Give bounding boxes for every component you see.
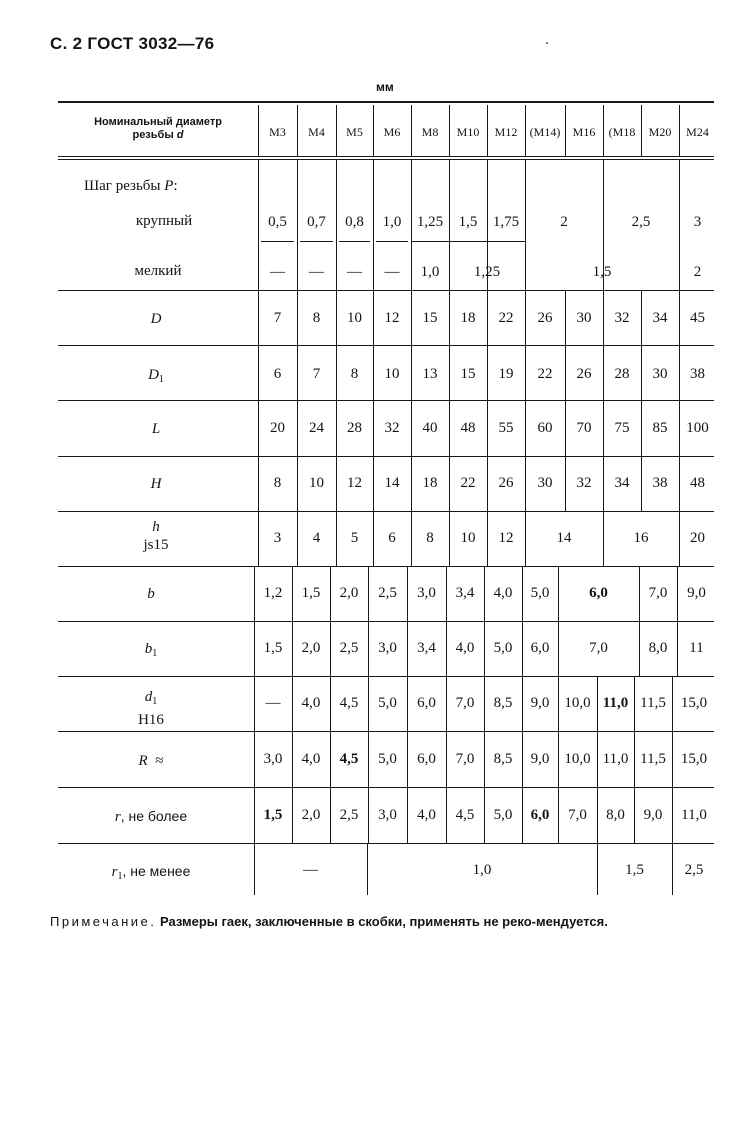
pitch-coarse-8: 2,5 xyxy=(631,214,651,230)
cell-L-8: 70 xyxy=(576,420,592,436)
cell-d1-0: — xyxy=(265,695,281,711)
header-label-line2: резьбы xyxy=(132,129,174,141)
pitch-coarse-3: 1,0 xyxy=(382,214,402,230)
coarse-underline xyxy=(411,241,525,242)
cell-d1-2: 4,5 xyxy=(339,695,359,711)
table-top-rule xyxy=(58,101,714,103)
units-label: мм xyxy=(376,80,394,94)
cell-H-8: 32 xyxy=(576,475,592,491)
pitch-coarse-9: 3 xyxy=(693,214,702,230)
size-header-9: (М18 xyxy=(608,125,636,139)
cell-D1-1: 7 xyxy=(312,366,321,382)
row-label-h-var: h xyxy=(152,519,160,535)
page-header: С. 2 ГОСТ 3032—76 xyxy=(50,34,215,53)
cell-R-6: 8,5 xyxy=(493,751,513,767)
cell-d1-6: 8,5 xyxy=(493,695,513,711)
row-label-h-tol: js15 xyxy=(143,537,169,553)
row-label-R-var: R xyxy=(138,753,148,769)
cell-d1-7: 9,0 xyxy=(530,695,550,711)
cell-r-5: 4,5 xyxy=(455,807,475,823)
row-label-r xyxy=(58,806,244,827)
pitch-fine-6: 1,5 xyxy=(592,264,612,280)
row-label-h xyxy=(58,518,254,554)
cell-r-1: 2,0 xyxy=(301,807,321,823)
cell-D1-0: 6 xyxy=(273,366,282,382)
cell-b-2: 2,0 xyxy=(339,585,359,601)
row-label-R xyxy=(58,751,244,771)
cell-b1-7: 6,0 xyxy=(530,640,550,656)
row-label-d1-tol: H16 xyxy=(138,712,164,728)
coarse-underline xyxy=(300,241,333,242)
cell-r1-0: — xyxy=(303,862,318,878)
pitch-coarse-1: 0,7 xyxy=(307,214,326,230)
pitch-coarse-5: 1,5 xyxy=(458,214,478,230)
cell-H-6: 26 xyxy=(498,475,514,491)
cell-D-10: 34 xyxy=(652,310,668,326)
row-label-r-suffix: , не более xyxy=(120,808,188,824)
cell-b1-6: 5,0 xyxy=(493,640,513,656)
pitch-coarse-6: 1,75 xyxy=(492,214,520,230)
cell-R-11: 15,0 xyxy=(680,751,708,767)
cell-H-7: 30 xyxy=(537,475,553,491)
cell-D1-2: 8 xyxy=(350,366,359,382)
pitch-title-text: Шаг резьбы xyxy=(84,178,161,194)
size-header-10: М20 xyxy=(648,125,672,139)
footnote-text: Размеры гаек, заключенные в скобки, применять не реко-мендуется. xyxy=(159,914,608,929)
row-separator-0 xyxy=(58,290,714,291)
row-label-r1-suffix: , не менее xyxy=(122,863,191,879)
size-header-7: (М14) xyxy=(529,125,561,139)
size-header-0: М3 xyxy=(269,125,286,139)
cell-H-0: 8 xyxy=(273,475,282,491)
cell-R-3: 5,0 xyxy=(378,751,397,767)
cell-b-9: 7,0 xyxy=(648,585,668,601)
row-separator-8 xyxy=(58,731,714,732)
cell-R-2: 4,5 xyxy=(339,751,359,767)
header-col-divider xyxy=(487,105,488,156)
cell-b-3: 2,5 xyxy=(378,585,397,601)
header-col-divider xyxy=(373,105,374,156)
cell-R-10: 11,5 xyxy=(640,751,666,767)
cell-R-4: 6,0 xyxy=(417,751,436,767)
cell-H-11: 48 xyxy=(690,475,705,491)
cell-R-0: 3,0 xyxy=(263,751,283,767)
pitch-fine-2: — xyxy=(347,264,362,280)
pitch-fine-4: 1,0 xyxy=(420,264,440,280)
pitch-coarse-2: 0,8 xyxy=(345,214,364,230)
footnote-lead: Примечание. xyxy=(50,914,157,929)
cell-r-8: 7,0 xyxy=(568,807,587,823)
cell-D-4: 15 xyxy=(422,310,438,326)
pitch-fine-5: 1,25 xyxy=(473,264,501,280)
row-separator-2 xyxy=(58,400,714,401)
header-col-divider xyxy=(449,105,450,156)
cell-D-9: 32 xyxy=(614,310,630,326)
cell-H-3: 14 xyxy=(384,475,400,491)
cell-D1-4: 13 xyxy=(422,366,438,382)
cell-h-8: 16 xyxy=(633,530,649,546)
cell-b1-10: 11 xyxy=(689,640,704,656)
cell-L-3: 32 xyxy=(384,420,400,436)
row-label-D1-sub: 1 xyxy=(158,374,164,385)
size-header-2: М5 xyxy=(346,125,363,139)
cell-h-5: 10 xyxy=(460,530,476,546)
header-col-divider xyxy=(679,105,680,156)
pitch-fine-1: — xyxy=(309,264,324,280)
cell-D-8: 30 xyxy=(576,310,592,326)
cell-d1-9: 11,0 xyxy=(602,695,629,711)
cell-h-2: 5 xyxy=(350,530,359,546)
cell-D1-3: 10 xyxy=(384,366,400,382)
row-label-D1-var: D xyxy=(148,367,159,383)
row-separator-7 xyxy=(58,676,714,677)
cell-R-5: 7,0 xyxy=(455,751,475,767)
cell-D1-10: 30 xyxy=(652,366,668,382)
header-col-divider xyxy=(258,105,259,156)
row-label-d1-var: d xyxy=(144,689,153,705)
coarse-underline xyxy=(261,241,294,242)
row-separator-1 xyxy=(58,345,714,346)
cell-D-5: 18 xyxy=(460,310,476,326)
cell-D-3: 12 xyxy=(384,310,400,326)
size-header-5: М10 xyxy=(456,125,480,139)
cell-h-9: 20 xyxy=(690,530,705,546)
row-separator-3 xyxy=(58,456,714,457)
cell-L-2: 28 xyxy=(347,420,362,436)
cell-d1-11: 15,0 xyxy=(680,695,708,711)
cell-R-8: 10,0 xyxy=(564,751,591,767)
cell-D1-5: 15 xyxy=(460,366,476,382)
row-label-r1 xyxy=(58,861,244,887)
cell-d1-10: 11,5 xyxy=(640,695,666,711)
pitch-fine-7: 2 xyxy=(693,264,702,280)
cell-r-2: 2,5 xyxy=(339,807,359,823)
cell-r-9: 8,0 xyxy=(606,807,625,823)
fine-label: мелкий xyxy=(134,263,182,279)
row-label-b: b xyxy=(147,586,155,602)
cell-h-1: 4 xyxy=(312,530,321,546)
size-header-1: М4 xyxy=(308,125,325,139)
cell-r1-1: 1,0 xyxy=(472,862,492,878)
header-col-divider xyxy=(411,105,412,156)
cell-b1-1: 2,0 xyxy=(301,640,321,656)
cell-L-6: 55 xyxy=(498,420,514,436)
cell-r-3: 3,0 xyxy=(378,807,397,823)
cell-D-0: 7 xyxy=(273,310,282,326)
row-label-b1 xyxy=(58,639,244,664)
header-col-divider xyxy=(603,105,604,156)
cell-h-6: 12 xyxy=(498,530,514,546)
scan-speck xyxy=(546,42,548,44)
cell-b-6: 4,0 xyxy=(493,585,513,601)
cell-D-1: 8 xyxy=(312,310,321,326)
cell-R-1: 4,0 xyxy=(301,751,321,767)
cell-b-10: 9,0 xyxy=(687,585,706,601)
pitch-fine-3: — xyxy=(384,264,400,280)
cell-b1-2: 2,5 xyxy=(339,640,359,656)
coarse-underline xyxy=(339,241,370,242)
table-header-rule-2 xyxy=(58,159,714,160)
cell-r-11: 11,0 xyxy=(681,807,707,823)
cell-R-9: 11,0 xyxy=(602,751,629,767)
size-header-6: М12 xyxy=(494,125,518,139)
cell-b-7: 5,0 xyxy=(530,585,550,601)
cell-d1-4: 6,0 xyxy=(417,695,436,711)
row-separator-4 xyxy=(58,511,714,512)
row-label-r1-var: r xyxy=(111,864,118,880)
cell-r1-2: 1,5 xyxy=(625,862,644,878)
table-header-rule-1 xyxy=(58,156,714,157)
cell-D1-11: 38 xyxy=(690,366,705,382)
cell-H-4: 18 xyxy=(422,475,438,491)
pitch-fine-0: — xyxy=(270,264,285,280)
cell-h-0: 3 xyxy=(273,530,282,546)
coarse-underline xyxy=(376,241,408,242)
pitch-var: P xyxy=(164,178,174,194)
cell-H-10: 38 xyxy=(652,475,668,491)
cell-r-6: 5,0 xyxy=(493,807,513,823)
cell-L-7: 60 xyxy=(537,420,553,436)
row-label-d1 xyxy=(58,688,244,729)
cell-b-5: 3,4 xyxy=(455,585,475,601)
size-header-3: М6 xyxy=(383,125,401,139)
row-label-H: H xyxy=(150,476,162,492)
cell-r-7: 6,0 xyxy=(530,807,550,823)
cell-D1-8: 26 xyxy=(576,366,592,382)
cell-b1-5: 4,0 xyxy=(455,640,475,656)
row-label-R-approx: ≈ xyxy=(155,753,164,769)
header-col-divider xyxy=(336,105,337,156)
cell-d1-5: 7,0 xyxy=(455,695,475,711)
header-label xyxy=(58,116,258,142)
row-separator-10 xyxy=(58,843,714,844)
cell-r1-3: 2,5 xyxy=(684,862,704,878)
cell-b1-4: 3,4 xyxy=(417,640,436,656)
cell-r-0: 1,5 xyxy=(263,807,283,823)
cell-D1-9: 28 xyxy=(614,366,630,382)
row-label-D: D xyxy=(150,311,162,327)
cell-D-2: 10 xyxy=(347,310,362,326)
size-header-4: М8 xyxy=(421,125,439,139)
cell-d1-3: 5,0 xyxy=(378,695,397,711)
pitch-title xyxy=(84,176,178,196)
cell-R-7: 9,0 xyxy=(530,751,550,767)
cell-D-6: 22 xyxy=(498,310,514,326)
row-label-b1-sub: 1 xyxy=(152,648,158,659)
cell-D-7: 26 xyxy=(537,310,553,326)
cell-d1-1: 4,0 xyxy=(301,695,321,711)
header-col-divider xyxy=(565,105,566,156)
cell-H-1: 10 xyxy=(309,475,324,491)
row-label-r-var: r xyxy=(114,809,121,825)
row-separator-9 xyxy=(58,787,714,788)
pitch-colon: : xyxy=(173,178,178,194)
row-label-b1-var: b xyxy=(144,641,153,657)
header-label-line1: Номинальный диаметр xyxy=(94,116,222,128)
pitch-coarse-4: 1,25 xyxy=(416,214,444,230)
footnote xyxy=(50,912,710,932)
cell-b1-9: 8,0 xyxy=(648,640,668,656)
row-label-D1 xyxy=(58,365,254,390)
cell-L-11: 100 xyxy=(686,420,709,436)
row-separator-5 xyxy=(58,566,714,567)
cell-r-10: 9,0 xyxy=(643,807,663,823)
header-col-divider xyxy=(297,105,298,156)
cell-L-9: 75 xyxy=(614,420,630,436)
cell-b1-3: 3,0 xyxy=(378,640,397,656)
row-label-r1-sub: 1 xyxy=(117,871,123,882)
cell-h-4: 8 xyxy=(426,530,434,546)
cell-L-0: 20 xyxy=(270,420,285,436)
cell-H-9: 34 xyxy=(614,475,630,491)
header-col-divider xyxy=(525,105,526,156)
size-header-8: М16 xyxy=(572,125,596,139)
cell-b1-8: 7,0 xyxy=(589,640,608,656)
header-label-var: d xyxy=(176,129,184,141)
cell-H-5: 22 xyxy=(460,475,476,491)
cell-h-7: 14 xyxy=(556,530,572,546)
cell-b-0: 1,2 xyxy=(263,585,283,601)
cell-b1-0: 1,5 xyxy=(263,640,283,656)
cell-b-1: 1,5 xyxy=(301,585,321,601)
size-header-11: М24 xyxy=(686,125,709,139)
cell-D-11: 45 xyxy=(690,310,705,326)
cell-D1-6: 19 xyxy=(498,366,514,382)
cell-d1-8: 10,0 xyxy=(564,695,591,711)
cell-L-10: 85 xyxy=(652,420,668,436)
cell-L-5: 48 xyxy=(460,420,476,436)
row-label-d1-sub: 1 xyxy=(152,696,158,707)
pitch-coarse-0: 0,5 xyxy=(268,214,287,230)
cell-r-4: 4,0 xyxy=(417,807,436,823)
row-label-L: L xyxy=(151,421,161,437)
row-separator-6 xyxy=(58,621,714,622)
cell-L-1: 24 xyxy=(309,420,324,436)
cell-h-3: 6 xyxy=(388,530,396,546)
cell-b-4: 3,0 xyxy=(417,585,436,601)
coarse-label: крупный xyxy=(135,213,193,229)
cell-L-4: 40 xyxy=(422,420,438,436)
cell-D1-7: 22 xyxy=(537,366,553,382)
cell-H-2: 12 xyxy=(347,475,362,491)
cell-b-8: 6,0 xyxy=(589,585,608,601)
header-col-divider xyxy=(641,105,642,156)
pitch-coarse-7: 2 xyxy=(560,214,568,230)
